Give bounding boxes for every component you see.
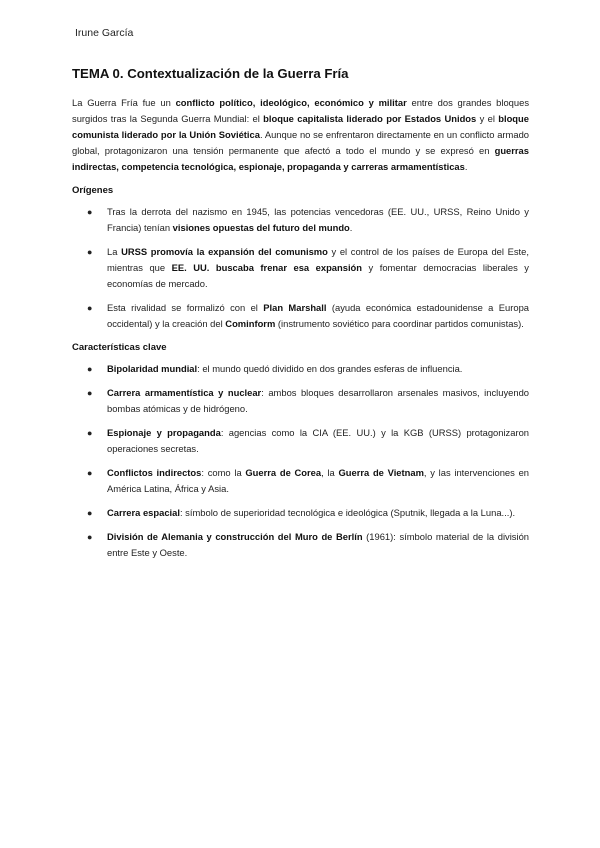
- section-heading: Características clave: [72, 342, 167, 353]
- text-run: y el control de los países de Europa del Este, mientras que: [107, 246, 529, 273]
- text-run: y el: [476, 113, 499, 124]
- bullet-icon: ●: [87, 303, 93, 313]
- text-run: .: [349, 222, 353, 233]
- list-item: [72, 465, 529, 497]
- bold-text-run: Conflictos indirectos: [107, 467, 202, 478]
- bold-text-run: conflicto político, ideológico, económico y militar: [175, 97, 407, 108]
- bold-text-run: bloque comunista liderado por la Unión Soviética: [72, 113, 529, 140]
- text-run: . Aunque no se enfrentaron directamente en un conflicto armado global, protagonizaron una tensión permanente que afectó a todo el mundo y se expresó en: [72, 129, 529, 156]
- text-run: y fomentar democracias liberales y economías de mercado.: [107, 262, 529, 289]
- text-run: (instrumento soviético para coordinar partidos comunistas).: [275, 318, 524, 329]
- document-title: TEMA 0. Contextualización de la Guerra Fría: [72, 66, 349, 81]
- bullet-icon: ●: [87, 532, 93, 542]
- bold-text-run: Guerra de Vietnam: [338, 467, 424, 478]
- bold-text-run: Espionaje y propaganda: [107, 427, 221, 438]
- list-item: [72, 300, 529, 332]
- text-run: , y las intervenciones en América Latina, África y Asia.: [107, 467, 529, 494]
- bold-text-run: Guerra de Corea: [245, 467, 322, 478]
- text-run: : el mundo quedó dividido en dos grandes esferas de influencia.: [197, 363, 463, 374]
- bold-text-run: Cominform: [225, 318, 276, 329]
- bold-text-run: bloque capitalista liderado por Estados Unidos: [263, 113, 477, 124]
- text-run: : ambos bloques desarrollaron arsenales masivos, incluyendo bombas atómicas y de hidrógeno.: [107, 387, 529, 414]
- bold-text-run: Carrera espacial: [107, 507, 180, 518]
- list-item: [72, 361, 529, 377]
- bold-text-run: guerras indirectas, competencia tecnológica, espionaje, propaganda y carreras armamentísticas: [72, 145, 529, 172]
- sections-container: [72, 185, 529, 561]
- bullet-icon: ●: [87, 388, 93, 398]
- bullet-list: [72, 204, 529, 332]
- bullet-icon: ●: [87, 428, 93, 438]
- text-run: La: [107, 246, 122, 257]
- section-heading: Orígenes: [72, 185, 114, 196]
- bullet-icon: ●: [87, 207, 93, 217]
- document-header-author: Irune García: [75, 27, 134, 39]
- text-run: : agencias como la CIA (EE. UU.) y la KGB (URSS) protagonizaron operaciones secretas.: [107, 427, 530, 454]
- list-item: [72, 505, 529, 521]
- bullet-icon: ●: [87, 247, 93, 257]
- text-run: La Guerra Fría fue un: [72, 97, 176, 108]
- text-run: : símbolo de superioridad tecnológica e ideológica (Sputnik, llegada a la Luna...).: [179, 507, 516, 518]
- text-run: Tras la derrota del nazismo en 1945, las potencias vencedoras (EE. UU., URSS, Reino Unido y Francia) tenían: [107, 206, 529, 233]
- list-item: [72, 385, 529, 417]
- list-item: [72, 529, 529, 561]
- text-run: : como la: [201, 467, 246, 478]
- bullet-icon: ●: [87, 364, 93, 374]
- bold-text-run: Plan Marshall: [263, 302, 327, 313]
- bold-text-run: EE. UU. buscaba frenar esa expansión: [171, 262, 363, 273]
- bold-text-run: visiones opuestas del futuro del mundo: [172, 222, 350, 233]
- text-run: Esta rivalidad se formalizó con el: [107, 302, 264, 313]
- bold-text-run: Bipolaridad mundial: [107, 363, 198, 374]
- bullet-list: [72, 361, 529, 561]
- list-item: [72, 244, 529, 292]
- bold-text-run: URSS promovía la expansión del comunismo: [121, 246, 328, 257]
- text-run: entre dos grandes bloques surgidos tras la Segunda Guerra Mundial: el: [72, 97, 530, 124]
- text-run: (1961): símbolo material de la división entre Este y Oeste.: [107, 531, 530, 558]
- text-run: .: [464, 161, 468, 172]
- document-body: [72, 66, 529, 571]
- bold-text-run: División de Alemania y construcción del Muro de Berlín: [107, 531, 363, 542]
- bullet-icon: ●: [87, 508, 93, 518]
- text-run: (ayuda económica estadounidense a Europa occidental) y la creación del: [107, 302, 529, 329]
- bold-text-run: Carrera armamentística y nuclear: [107, 387, 262, 398]
- list-item: [72, 425, 529, 457]
- text-run: , la: [321, 467, 339, 478]
- bullet-icon: ●: [87, 468, 93, 478]
- list-item: [72, 204, 529, 236]
- intro-paragraph: [72, 95, 529, 175]
